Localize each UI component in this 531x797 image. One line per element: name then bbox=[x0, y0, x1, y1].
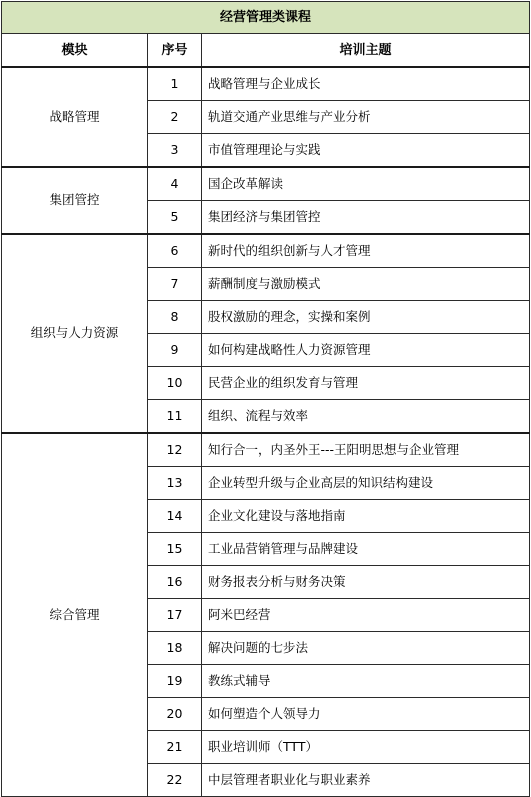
number-cell: 11 bbox=[148, 400, 202, 434]
topic-cell: 如何塑造个人领导力 bbox=[202, 698, 530, 731]
topic-cell: 薪酬制度与激励模式 bbox=[202, 268, 530, 301]
number-cell: 5 bbox=[148, 201, 202, 235]
topic-cell: 集团经济与集团管控 bbox=[202, 201, 530, 235]
table-title: 经营管理类课程 bbox=[2, 2, 530, 34]
header-row bbox=[2, 34, 530, 68]
number-cell: 6 bbox=[148, 234, 202, 268]
number-cell: 21 bbox=[148, 731, 202, 764]
topic-cell: 企业文化建设与落地指南 bbox=[202, 500, 530, 533]
header-topic: 培训主题 bbox=[202, 34, 530, 68]
topic-cell: 职业培训师（TTT） bbox=[202, 731, 530, 764]
number-cell: 4 bbox=[148, 167, 202, 201]
number-cell: 17 bbox=[148, 599, 202, 632]
number-cell: 13 bbox=[148, 467, 202, 500]
number-cell: 2 bbox=[148, 101, 202, 134]
title-row bbox=[2, 2, 530, 34]
table-row bbox=[2, 433, 530, 467]
number-cell: 8 bbox=[148, 301, 202, 334]
topic-cell: 阿米巴经营 bbox=[202, 599, 530, 632]
number-cell: 20 bbox=[148, 698, 202, 731]
module-cell: 综合管理 bbox=[2, 433, 148, 797]
number-cell: 1 bbox=[148, 67, 202, 101]
table-row bbox=[2, 234, 530, 268]
number-cell: 19 bbox=[148, 665, 202, 698]
number-cell: 7 bbox=[148, 268, 202, 301]
topic-cell: 财务报表分析与财务决策 bbox=[202, 566, 530, 599]
topic-cell: 组织、流程与效率 bbox=[202, 400, 530, 434]
module-cell: 组织与人力资源 bbox=[2, 234, 148, 433]
topic-cell: 国企改革解读 bbox=[202, 167, 530, 201]
number-cell: 10 bbox=[148, 367, 202, 400]
table-row bbox=[2, 167, 530, 201]
topic-cell: 企业转型升级与企业高层的知识结构建设 bbox=[202, 467, 530, 500]
topic-cell: 工业品营销管理与品牌建设 bbox=[202, 533, 530, 566]
course-table bbox=[1, 1, 530, 797]
table-row bbox=[2, 67, 530, 101]
topic-cell: 民营企业的组织发育与管理 bbox=[202, 367, 530, 400]
number-cell: 22 bbox=[148, 764, 202, 797]
topic-cell: 中层管理者职业化与职业素养 bbox=[202, 764, 530, 797]
topic-cell: 解决问题的七步法 bbox=[202, 632, 530, 665]
topic-cell: 战略管理与企业成长 bbox=[202, 67, 530, 101]
topic-cell: 知行合一，内圣外王---王阳明思想与企业管理 bbox=[202, 433, 530, 467]
number-cell: 14 bbox=[148, 500, 202, 533]
header-module: 模块 bbox=[2, 34, 148, 68]
topic-cell: 如何构建战略性人力资源管理 bbox=[202, 334, 530, 367]
number-cell: 12 bbox=[148, 433, 202, 467]
number-cell: 9 bbox=[148, 334, 202, 367]
number-cell: 3 bbox=[148, 134, 202, 168]
topic-cell: 轨道交通产业思维与产业分析 bbox=[202, 101, 530, 134]
topic-cell: 新时代的组织创新与人才管理 bbox=[202, 234, 530, 268]
course-table-container bbox=[1, 1, 530, 788]
topic-cell: 股权激励的理念，实操和案例 bbox=[202, 301, 530, 334]
topic-cell: 市值管理理论与实践 bbox=[202, 134, 530, 168]
module-cell: 集团管控 bbox=[2, 167, 148, 234]
number-cell: 15 bbox=[148, 533, 202, 566]
topic-cell: 教练式辅导 bbox=[202, 665, 530, 698]
number-cell: 16 bbox=[148, 566, 202, 599]
header-number: 序号 bbox=[148, 34, 202, 68]
module-cell: 战略管理 bbox=[2, 67, 148, 167]
number-cell: 18 bbox=[148, 632, 202, 665]
